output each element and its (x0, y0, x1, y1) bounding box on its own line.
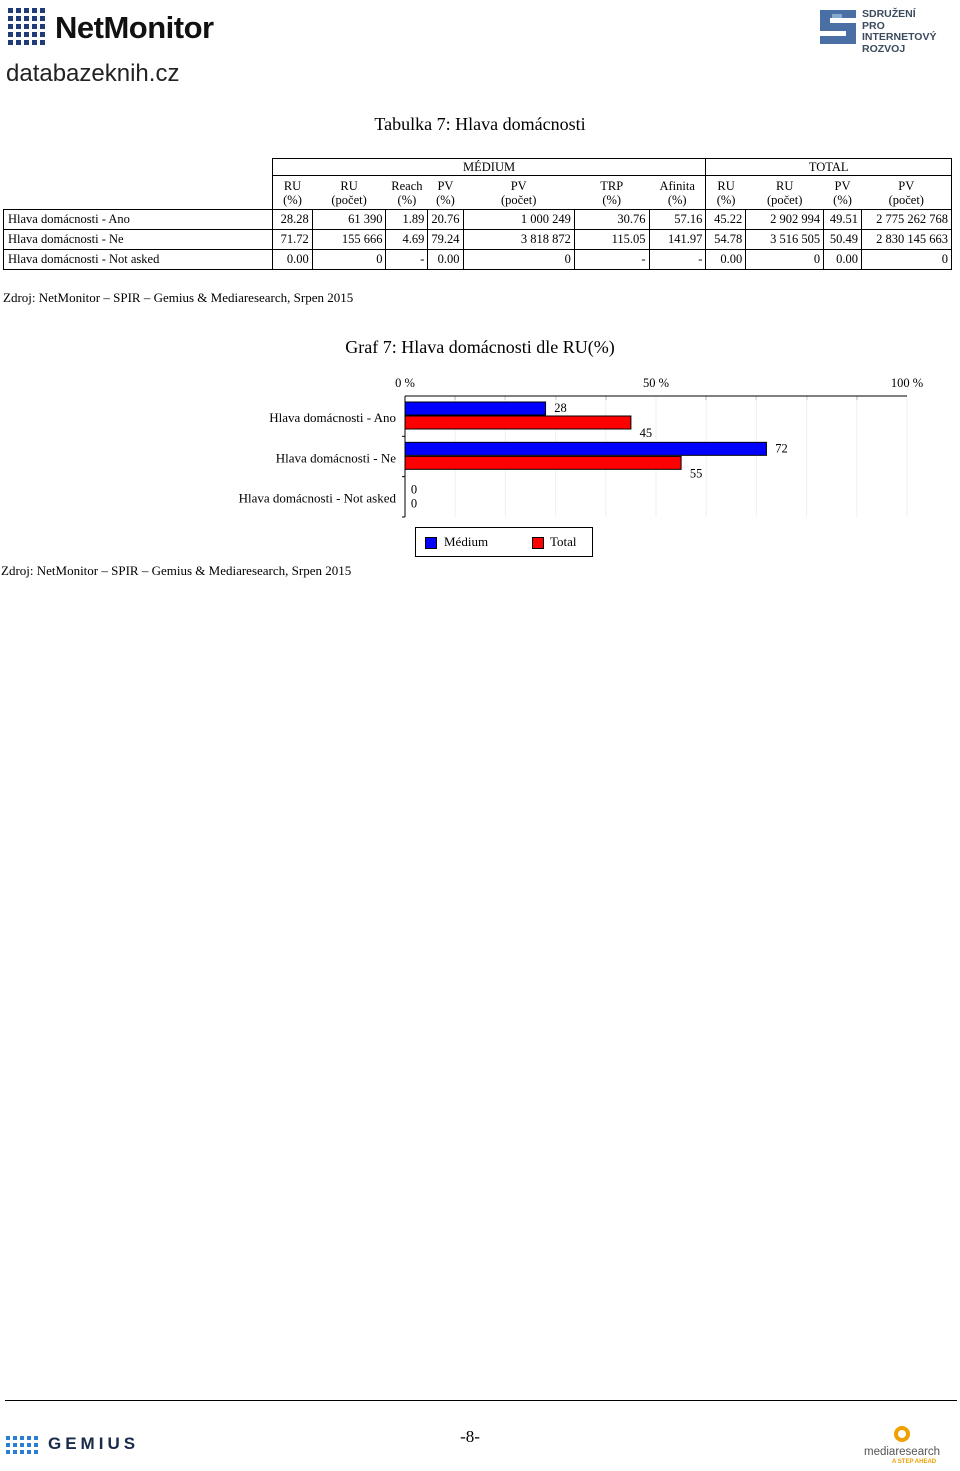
table-corner (4, 159, 273, 176)
col-header: TRP (%) (600, 178, 624, 207)
table-cell: 57.16 (649, 210, 706, 230)
table-cell: 3 818 872 (463, 230, 574, 250)
table-cell: 79.24 (428, 230, 463, 250)
table-cell: 1 000 249 (463, 210, 574, 230)
table-cell: 2 830 145 663 (862, 230, 952, 250)
table-cell: 2 902 994 (746, 210, 824, 230)
table-cell: 20.76 (428, 210, 463, 230)
row-label: Hlava domácnosti - Ne (4, 230, 273, 250)
data-label: 72 (775, 441, 788, 456)
bar-chart (0, 370, 960, 525)
bar-total (405, 456, 681, 469)
source-note-chart: Zdroj: NetMonitor – SPIR – Gemius & Mediaresearch, Srpen 2015 (1, 563, 352, 578)
data-label: 55 (689, 466, 703, 481)
col-header: Reach (%) (391, 178, 423, 207)
table-cell: 49.51 (824, 210, 862, 230)
legend-swatch-total (532, 537, 544, 549)
chart-title: Graf 7: Hlava domácnosti dle RU(%) (345, 337, 615, 357)
table-cell: 0.00 (272, 250, 312, 270)
table-cell: 155 666 (312, 230, 386, 250)
source-note: Zdroj: NetMonitor – SPIR – Gemius & Mediaresearch, Srpen 2015 (3, 290, 354, 305)
col-header: RU (%) (283, 178, 302, 207)
footer-divider (5, 1400, 957, 1401)
col-header: RU (počet) (331, 178, 367, 207)
page-number: -8- (460, 1427, 480, 1446)
table-cell: 71.72 (272, 230, 312, 250)
table-cell: 0.00 (824, 250, 862, 270)
mediaresearch-wordmark: mediaresearch (864, 1446, 941, 1458)
y-category-label: Hlava domácnosti - Ne (275, 450, 396, 466)
x-tick-label: 0 % (395, 376, 415, 390)
table-cell: 0.00 (428, 250, 463, 270)
spir-line-3: ROZVOJ (862, 42, 906, 55)
col-header: Afinita (%) (649, 176, 706, 210)
table-cell: 0 (463, 250, 574, 270)
spir-line-1: SDRUŽENÍ (862, 8, 916, 20)
table-cell: 2 775 262 768 (862, 210, 952, 230)
data-label: 0 (410, 496, 418, 511)
table-cell: 1.89 (386, 210, 428, 230)
data-label: 0 (410, 482, 418, 497)
table-cell: 0 (746, 250, 824, 270)
x-tick-label: 50 % (642, 376, 670, 390)
brand-name: NetMonitor (55, 10, 214, 45)
table-cell: 4.69 (386, 230, 428, 250)
table-cell: - (386, 250, 428, 270)
legend-swatch-medium (425, 537, 437, 549)
data-label: 28 (554, 401, 567, 415)
table-row (4, 230, 952, 250)
y-category-label: Hlava domácnosti - Not asked (238, 490, 396, 506)
bar-medium (405, 442, 766, 455)
group-medium: MÉDIUM (272, 159, 706, 176)
table-cell: 28.28 (272, 210, 312, 230)
table-cell: 30.76 (574, 210, 649, 230)
row-label: Hlava domácnosti - Not asked (4, 250, 273, 270)
legend-label-total: Total (550, 534, 577, 549)
table-cell: - (649, 250, 706, 270)
col-header: RU (%) (716, 178, 736, 207)
table-cell: 61 390 (312, 210, 386, 230)
site-name: databazeknih.cz (6, 60, 180, 87)
y-category-label: Hlava domácnosti - Ano (269, 410, 396, 425)
col-header: PV (%) (833, 178, 852, 207)
mediaresearch-tagline: A STEP AHEAD (892, 1459, 937, 1465)
col-header: PV (počet) (501, 178, 537, 207)
gemius-wordmark: GEMIUS (48, 1434, 140, 1453)
group-total: TOTAL (706, 159, 952, 176)
table-cell: 54.78 (706, 230, 746, 250)
row-label: Hlava domácnosti - Ano (4, 210, 273, 230)
legend-label-medium: Médium (444, 534, 489, 549)
table-cell: 45.22 (706, 210, 746, 230)
col-header: PV (počet) (862, 176, 952, 210)
table-cell: - (574, 250, 649, 270)
table-row (4, 210, 952, 230)
bar-medium (405, 402, 546, 415)
bar-total (405, 416, 631, 429)
table-cell: 141.97 (649, 230, 706, 250)
table-cell: 0 (862, 250, 952, 270)
chart-legend (415, 527, 593, 557)
col-header: PV (%) (436, 178, 455, 207)
table-cell: 0.00 (706, 250, 746, 270)
table-cell: 50.49 (824, 230, 862, 250)
table-cell: 3 516 505 (746, 230, 824, 250)
table-cell: 0 (312, 250, 386, 270)
table-row (4, 250, 952, 270)
table-cell: 115.05 (574, 230, 649, 250)
table-corner-2 (4, 176, 273, 210)
col-header: RU (počet) (766, 178, 803, 207)
data-table (3, 158, 952, 270)
spir-text (862, 9, 960, 55)
x-tick-label: 100 % (890, 376, 924, 390)
spir-line-2: PRO INTERNETOVÝ (862, 19, 937, 43)
data-label: 45 (639, 426, 653, 440)
table-title: Tabulka 7: Hlava domácnosti (374, 114, 586, 134)
